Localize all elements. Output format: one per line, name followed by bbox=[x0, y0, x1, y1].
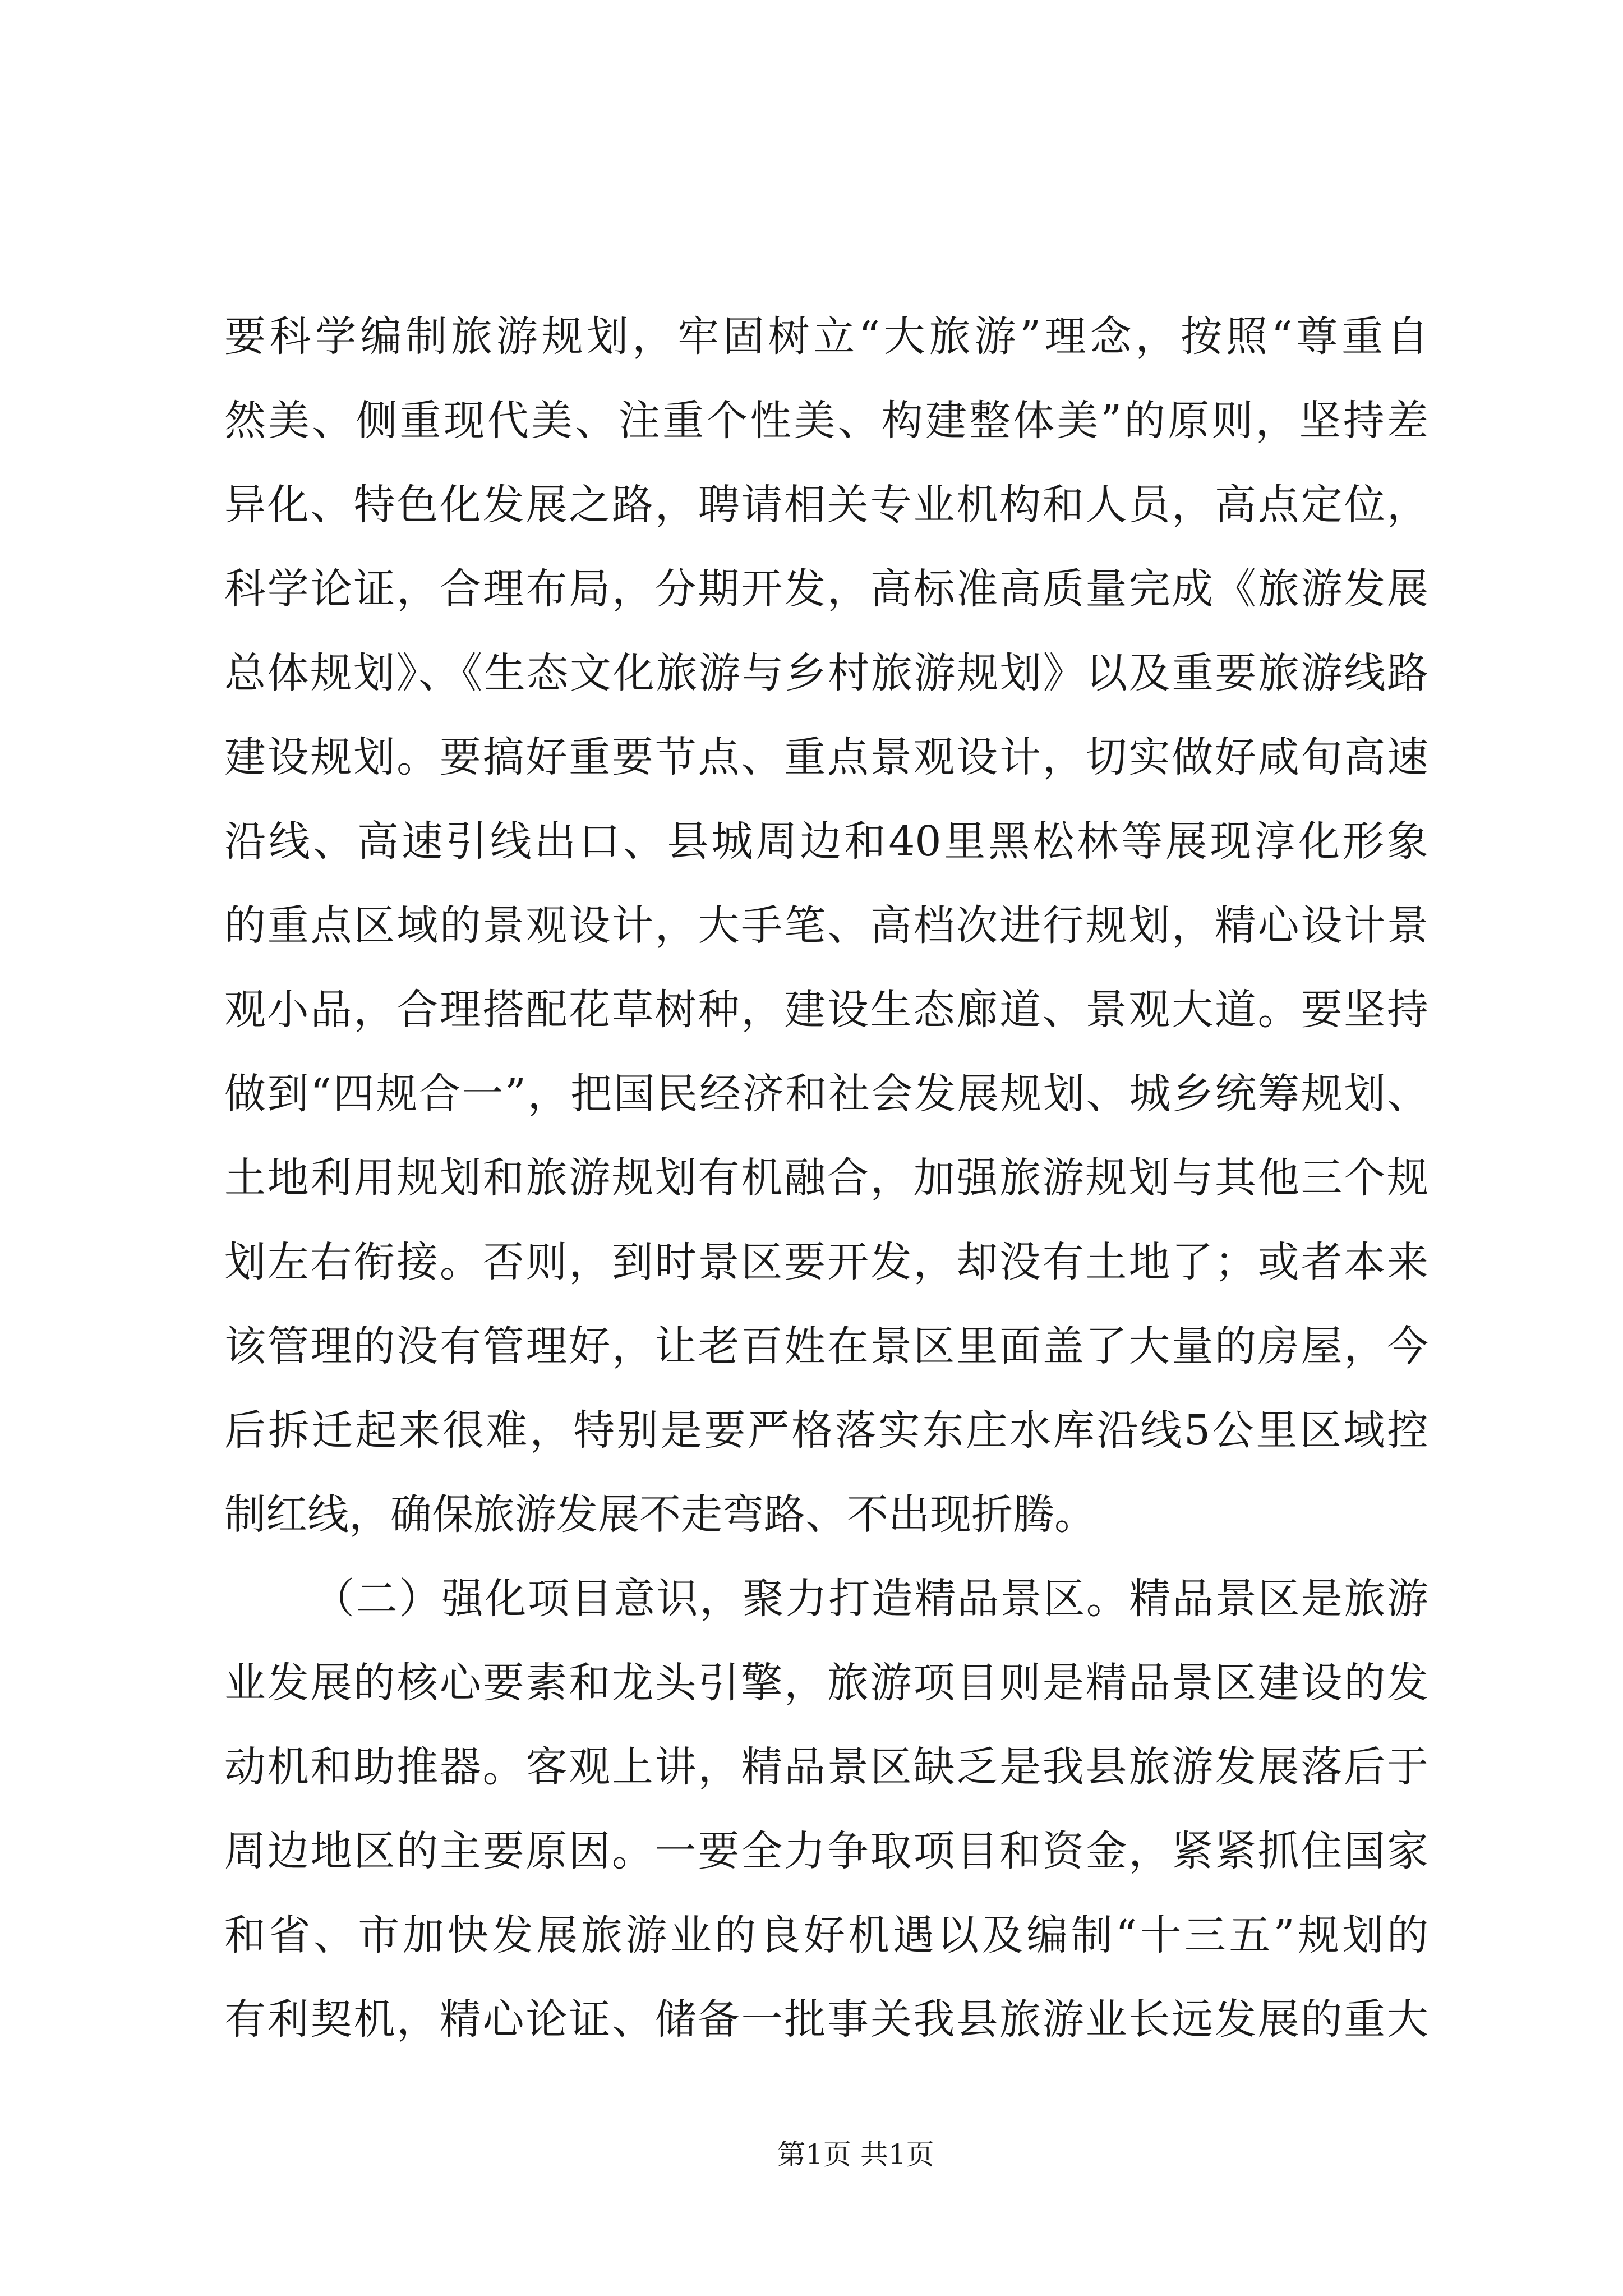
body-line: 做到“四规合一”，把国民经济和社会发展规划、城乡统筹规划、 bbox=[224, 1070, 1428, 1118]
body-line: 观小品，合理搭配花草树种，建设生态廊道、景观大道。要坚持 bbox=[224, 986, 1428, 1034]
body-line: 有利契机，精心论证、储备一批事关我县旅游业长远发展的重大 bbox=[224, 1995, 1428, 2044]
body-line: 周边地区的主要原因。一要全力争取项目和资金，紧紧抓住国家 bbox=[224, 1827, 1428, 1875]
body-line: 土地利用规划和旅游规划有机融合，加强旅游规划与其他三个规 bbox=[224, 1154, 1428, 1202]
paragraph-planning bbox=[224, 295, 1428, 1557]
paragraph-section-two bbox=[224, 1557, 1428, 2062]
body-line: 制红线，确保旅游发展不走弯路、不出现折腾。 bbox=[224, 1490, 1096, 1539]
body-line: 划左右衔接。否则，到时景区要开发，却没有土地了；或者本来 bbox=[224, 1238, 1428, 1286]
body-line: 沿线、高速引线出口、县城周边和40里黑松林等展现淳化形象 bbox=[224, 817, 1428, 866]
body-line: 要科学编制旅游规划，牢固树立“大旅游”理念，按照“尊重自 bbox=[224, 312, 1428, 361]
page-footer: 第1页 共1页 bbox=[777, 2138, 934, 2171]
body-line: 业发展的核心要素和龙头引擎，旅游项目则是精品景区建设的发 bbox=[224, 1659, 1428, 1707]
body-line: 和省、市加快发展旅游业的良好机遇以及编制“十三五”规划的 bbox=[224, 1911, 1428, 1959]
body-line: 科学论证，合理布局，分期开发，高标准高质量完成《旅游发展 bbox=[224, 565, 1428, 613]
body-line: 然美、侧重现代美、注重个性美、构建整体美”的原则，坚持差 bbox=[224, 397, 1428, 445]
body-line: 后拆迁起来很难，特别是要严格落实东庄水库沿线5公里区域控 bbox=[224, 1406, 1428, 1455]
body-line: 该管理的没有管理好，让老百姓在景区里面盖了大量的房屋，今 bbox=[224, 1322, 1428, 1370]
body-line: 动机和助推器。客观上讲，精品景区缺乏是我县旅游发展落后于 bbox=[224, 1743, 1428, 1791]
section-heading-line: （二）强化项目意识，聚力打造精品景区。精品景区是旅游 bbox=[313, 1575, 1428, 1623]
body-line: 的重点区域的景观设计，大手笔、高档次进行规划，精心设计景 bbox=[224, 901, 1428, 950]
body-line: 建设规划。要搞好重要节点、重点景观设计，切实做好咸旬高速 bbox=[224, 733, 1428, 781]
body-line: 异化、特色化发展之路，聘请相关专业机构和人员，高点定位， bbox=[224, 481, 1428, 529]
document-body bbox=[224, 295, 1428, 2062]
body-line: 总体规划》、《生态文化旅游与乡村旅游规划》以及重要旅游线路 bbox=[224, 649, 1428, 697]
